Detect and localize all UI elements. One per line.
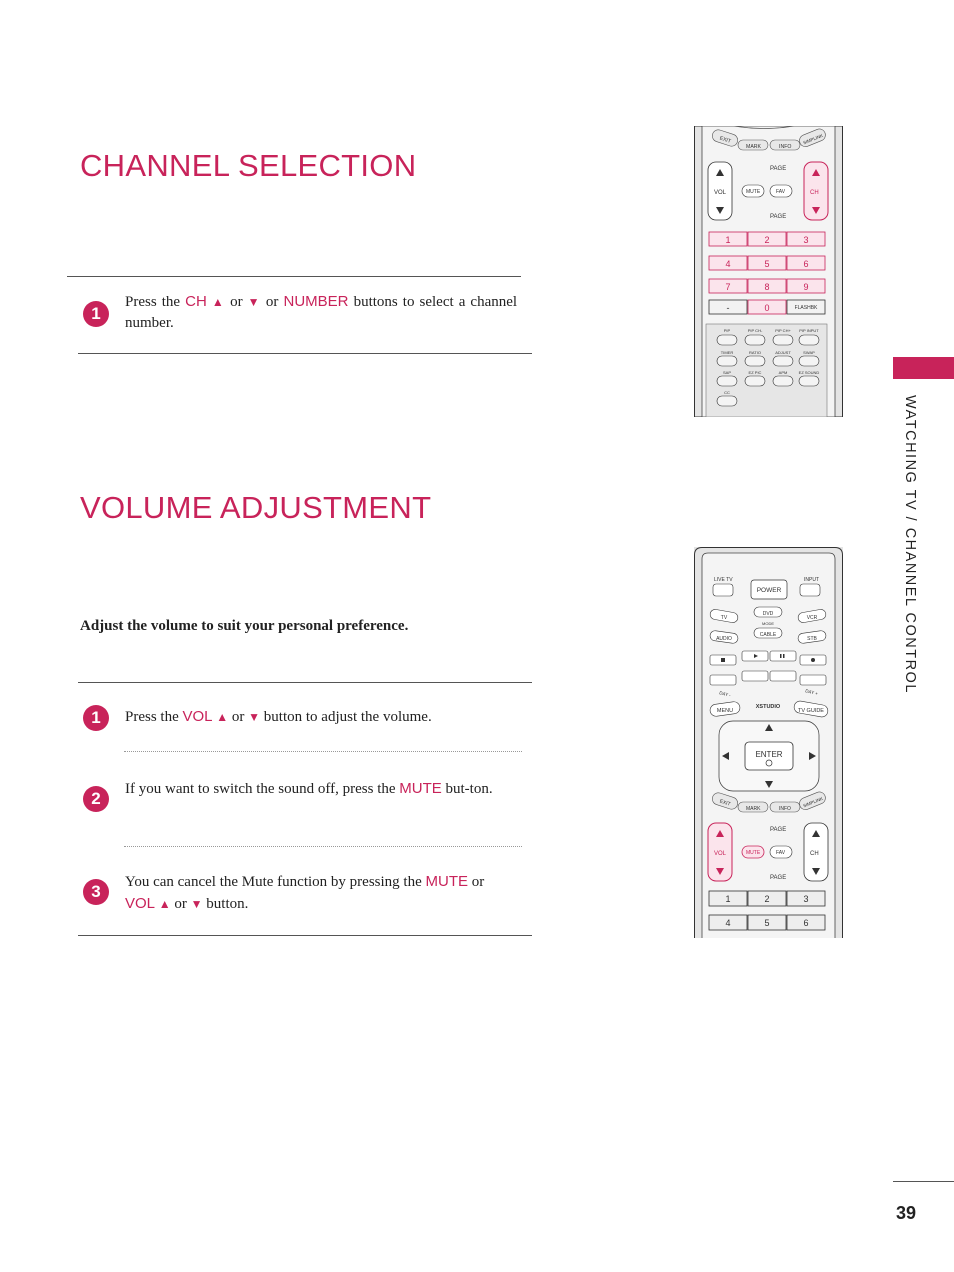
digit-7: 7 — [725, 282, 731, 292]
section-rule — [78, 682, 532, 683]
xstudio-label: XSTUDIO — [755, 704, 781, 710]
vol-key: VOL — [182, 708, 213, 725]
vol-label: VOL — [714, 190, 727, 196]
mark-label: MARK — [746, 806, 761, 812]
fav-label: FAV — [776, 189, 786, 195]
digit-2: 2 — [764, 894, 770, 904]
stb-label: STB — [807, 636, 817, 642]
page-number: 39 — [896, 1203, 917, 1223]
mode-label: MODE — [762, 621, 774, 626]
menu-label: MENU — [716, 708, 734, 714]
digit-1: 1 — [725, 894, 731, 904]
ez-pic-label: EZ PIC — [748, 370, 762, 375]
mute-label: MUTE — [746, 189, 761, 195]
step-text: You can cancel the Mute function by pressing the — [125, 874, 422, 890]
dash-key: - — [726, 303, 730, 313]
digit-5: 5 — [764, 259, 770, 269]
step-text: buttons to select a channel number. — [125, 294, 518, 331]
day-minus-label: DAY - — [718, 690, 732, 698]
channel-selection-title: CHANNEL SELECTION — [80, 148, 417, 183]
page-down-label: PAGE — [770, 214, 787, 220]
exit-label: EXIT — [718, 135, 732, 145]
section-rule — [67, 276, 521, 277]
section-rule — [78, 353, 532, 354]
dvd-label: DVD — [762, 611, 774, 617]
page-down-label: PAGE — [770, 875, 787, 881]
sap-label: SAP — [722, 370, 732, 375]
ch-label: CH — [810, 851, 819, 857]
power-label: POWER — [756, 587, 782, 594]
ch-label: CH — [810, 190, 819, 196]
digit-9: 9 — [803, 282, 809, 292]
digit-8: 8 — [764, 282, 770, 292]
digit-4: 4 — [725, 918, 731, 928]
up-arrow-icon: ▲ — [158, 897, 171, 911]
step-number: 3 — [83, 879, 109, 905]
step-text: button. — [206, 896, 249, 912]
simplink-label: SIMPLINK — [802, 132, 824, 146]
ez-sound-label: EZ SOUND — [798, 370, 820, 375]
volume-intro: Adjust the volume to suit your personal preference. — [80, 618, 409, 634]
info-label: INFO — [779, 806, 791, 812]
volume-step-2 — [125, 778, 517, 800]
input-label: INPUT — [804, 577, 819, 583]
step-text: or — [174, 896, 187, 912]
step-text: Press the — [125, 294, 181, 310]
digit-5: 5 — [764, 918, 770, 928]
chapter-side-label: WATCHING TV / CHANNEL CONTROL — [902, 395, 918, 694]
page-up-label: PAGE — [770, 827, 787, 833]
apm-label: APM — [778, 370, 788, 375]
pip-ch-plus-label: PIP CH+ — [775, 328, 791, 333]
mute-key: MUTE — [399, 780, 442, 797]
info-label: INFO — [779, 144, 792, 150]
remote-illustration-channel — [694, 126, 843, 417]
section-tab-marker — [893, 357, 954, 379]
live-tv-label: LIVE TV — [714, 577, 733, 583]
vcr-label: VCR — [806, 615, 818, 621]
pip-ch-minus-label: PIP CH- — [747, 328, 763, 333]
volume-step-3 — [125, 871, 517, 915]
down-arrow-icon: ▼ — [247, 295, 261, 309]
step-number: 2 — [83, 786, 109, 812]
step-number: 1 — [83, 301, 109, 327]
step-text: or — [471, 874, 485, 890]
vol-key: VOL — [125, 895, 156, 912]
dotted-divider — [124, 751, 522, 752]
step-text: button to adjust the volume. — [263, 709, 432, 725]
digit-1: 1 — [725, 235, 731, 245]
audio-label: AUDIO — [716, 636, 732, 642]
fav-label: FAV — [776, 850, 786, 856]
step-text: or — [231, 709, 245, 725]
step-text: Press the — [125, 709, 179, 725]
up-arrow-icon: ▲ — [216, 710, 229, 724]
page-up-label: PAGE — [770, 166, 787, 172]
step-number: 1 — [83, 705, 109, 731]
mute-label: MUTE — [746, 850, 761, 856]
cable-label: CABLE — [759, 632, 777, 638]
digit-3: 3 — [803, 894, 809, 904]
ratio-label: RATIO — [749, 350, 761, 355]
mute-key: MUTE — [425, 873, 468, 890]
volume-adjustment-title: VOLUME ADJUSTMENT — [80, 490, 432, 525]
timer-label: TIMER — [720, 350, 734, 355]
dotted-divider — [124, 846, 522, 847]
ch-key: CH — [185, 293, 207, 310]
pip-label: PIP — [723, 328, 731, 333]
digit-2: 2 — [764, 235, 770, 245]
simplink-label: SIMPLINK — [802, 795, 824, 809]
cc-label: CC — [724, 390, 730, 395]
section-rule — [78, 935, 532, 936]
flashbk-label: FLASHBK — [794, 305, 818, 311]
step-text: or — [230, 294, 243, 310]
step-text: If you want to switch the sound off, press the — [125, 781, 396, 797]
down-arrow-icon: ▼ — [248, 710, 261, 724]
enter-label: ENTER — [755, 750, 783, 759]
channel-step-1 — [125, 291, 517, 334]
digit-4: 4 — [725, 259, 731, 269]
adjust-label: ADJUST — [775, 350, 791, 355]
step-text: or — [265, 294, 279, 310]
digit-0: 0 — [764, 303, 770, 313]
down-arrow-icon: ▼ — [190, 897, 203, 911]
vol-label: VOL — [714, 851, 727, 857]
exit-label: EXIT — [718, 798, 732, 808]
pip-input-label: PIP INPUT — [799, 328, 819, 333]
remote-illustration-volume — [694, 547, 843, 938]
digit-6: 6 — [803, 918, 809, 928]
digit-3: 3 — [803, 235, 809, 245]
number-key: NUMBER — [283, 293, 349, 310]
page-number-rule — [893, 1181, 954, 1182]
day-plus-label: DAY + — [804, 688, 819, 697]
tv-label: TV — [720, 615, 728, 621]
step-text: but-ton. — [445, 781, 493, 797]
volume-step-1 — [125, 706, 517, 728]
swap-label: SWAP — [803, 350, 815, 355]
digit-6: 6 — [803, 259, 809, 269]
mark-label: MARK — [746, 144, 761, 150]
tv-guide-label: TV GUIDE — [798, 708, 824, 714]
up-arrow-icon: ▲ — [211, 295, 226, 309]
